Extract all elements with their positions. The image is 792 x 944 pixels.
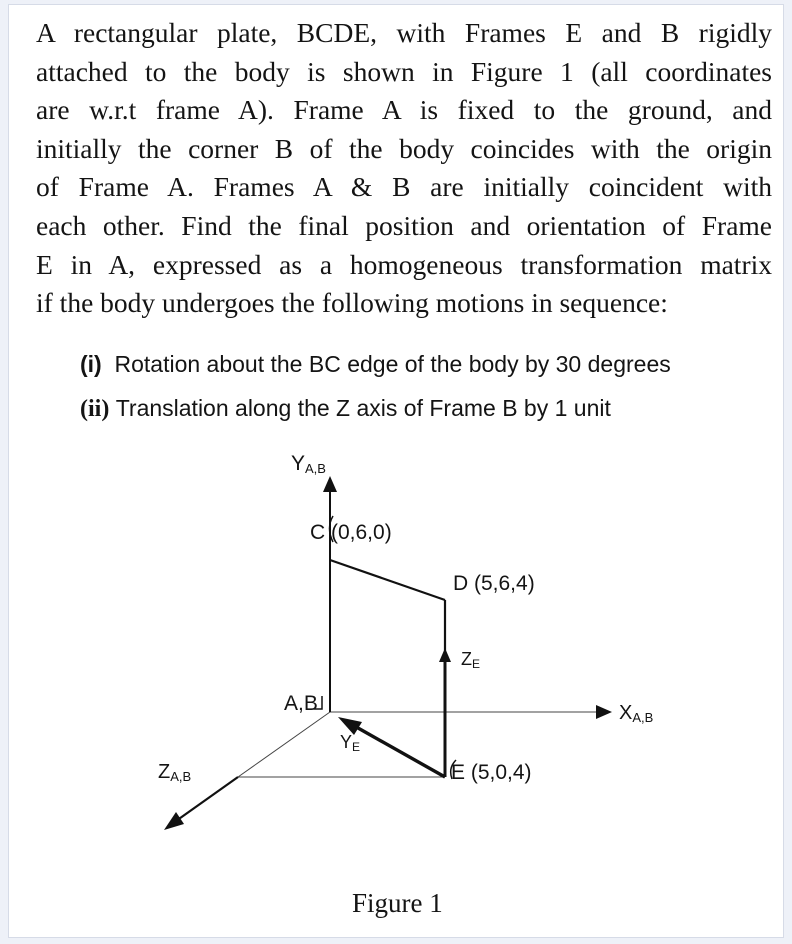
ye-axis-label xyxy=(340,732,360,754)
y-axis-label xyxy=(291,452,326,476)
motion-step-text: Translation along the Z axis of Frame B by 1 unit xyxy=(115,395,611,421)
problem-line: initially the corner B of the body coincides with the origin xyxy=(36,132,772,164)
point-d-label: D (5,6,4) xyxy=(453,572,535,595)
problem-line: are w.r.t frame A). Frame A is fixed to the ground, and xyxy=(36,94,772,126)
motion-step-text: Rotation about the BC edge of the body by 30 degrees xyxy=(114,351,671,377)
problem-line: attached to the body is shown in Figure 1 (all coordinates xyxy=(36,55,772,87)
problem-line: A rectangular plate, BCDE, with Frames E and B rigidly xyxy=(36,17,772,48)
z-axis-label xyxy=(158,761,191,784)
z-axis-label-sub: A,B xyxy=(170,769,192,784)
x-axis-arrowhead xyxy=(596,705,612,719)
z-axis-label-main: Z xyxy=(158,761,171,783)
y-axis-arrowhead xyxy=(323,476,337,492)
y-axis-label-main: Y xyxy=(291,452,306,475)
problem-line: E in A, expressed as a homogeneous transformation matrix xyxy=(36,248,772,280)
ze-axis-label-main: Z xyxy=(461,649,472,669)
motion-step-number: (i) xyxy=(80,351,102,377)
problem-line: if the body undergoes the following motions in sequence: xyxy=(36,287,668,319)
ye-axis-line xyxy=(358,728,445,777)
figure-caption: Figure 1 xyxy=(352,888,443,918)
x-axis-label-sub: A,B xyxy=(632,710,654,725)
ye-axis-label-main: Y xyxy=(340,732,353,752)
y-axis-label-sub: A,B xyxy=(305,461,326,476)
problem-line: of Frame A. Frames A & B are initially coincident with xyxy=(36,171,772,203)
problem-line: each other. Find the final position and orientation of Frame xyxy=(36,209,772,241)
point-c-label: C (0,6,0) xyxy=(310,521,392,544)
ze-axis-label-sub: E xyxy=(472,657,481,671)
ze-axis-arrowhead xyxy=(439,648,451,662)
z-axis-arrowhead xyxy=(164,812,184,830)
ye-axis-label-sub: E xyxy=(352,740,361,754)
z-axis-guide-upper xyxy=(238,712,330,777)
point-ab-label: A,B xyxy=(284,692,318,715)
x-axis-label xyxy=(619,702,653,725)
ze-axis-label xyxy=(461,649,480,671)
motion-step-number: (ii) xyxy=(80,396,110,422)
x-axis-label-main: X xyxy=(619,702,633,724)
plate-edge-cd xyxy=(330,560,445,600)
point-e-label: E (5,0,4) xyxy=(451,761,532,784)
